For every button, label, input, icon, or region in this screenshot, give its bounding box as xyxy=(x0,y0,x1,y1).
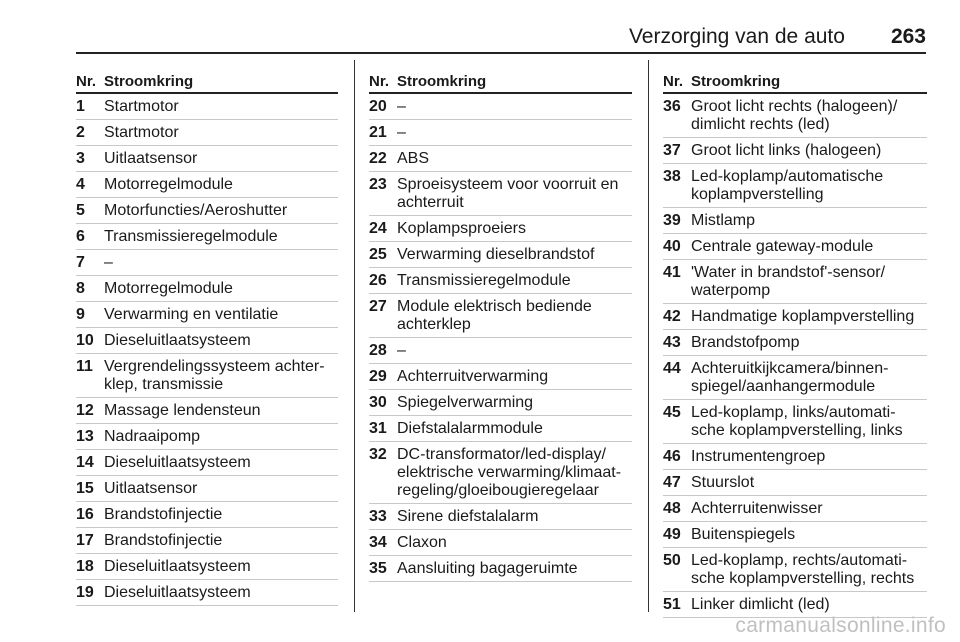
fuse-number: 20 xyxy=(369,98,387,115)
circuit-name: Massage lendensteun xyxy=(104,402,261,419)
fuse-number: 1 xyxy=(76,98,85,115)
fuse-number: 44 xyxy=(663,360,681,377)
fuse-number: 5 xyxy=(76,202,85,219)
column-divider xyxy=(354,60,355,612)
table-row xyxy=(76,250,338,276)
circuit-name: DC-transformator/led-display/ elektrische verwarming/klimaat-regeling/gloeibougieregelaar xyxy=(397,446,622,499)
circuit-name: Dieseluitlaatsysteem xyxy=(104,584,251,601)
fuse-number: 36 xyxy=(663,98,681,115)
header-nr: Nr. xyxy=(76,73,97,90)
table-header xyxy=(369,68,632,94)
circuit-name: Instrumentengroep xyxy=(691,448,826,465)
fuse-number: 6 xyxy=(76,228,85,245)
circuit-name: Nadraaipomp xyxy=(104,428,201,445)
fuse-number: 50 xyxy=(663,552,681,569)
fuse-number: 29 xyxy=(369,368,387,385)
circuit-name: Motorregelmodule xyxy=(104,176,233,193)
header-nr: Nr. xyxy=(369,73,390,90)
circuit-name: Claxon xyxy=(397,534,447,551)
header-circuit: Stroomkring xyxy=(397,73,487,90)
table-row xyxy=(663,470,927,496)
circuit-name: Centrale gateway-module xyxy=(691,238,874,255)
fuse-number: 2 xyxy=(76,124,85,141)
table-row xyxy=(76,172,338,198)
circuit-name: Sproeisysteem voor voorruit en achterruit xyxy=(397,176,619,211)
table-row xyxy=(369,504,632,530)
circuit-name: Dieseluitlaatsysteem xyxy=(104,332,251,349)
column-divider xyxy=(648,60,649,612)
table-row xyxy=(76,146,338,172)
fuse-number: 9 xyxy=(76,306,85,323)
circuit-name: Achteruitkijkcamera/binnen-spiegel/aanhangermodule xyxy=(691,360,889,395)
fuse-number: 40 xyxy=(663,238,681,255)
circuit-name: Dieseluitlaatsysteem xyxy=(104,454,251,471)
circuit-name: Spiegelverwarming xyxy=(397,394,534,411)
table-row xyxy=(369,338,632,364)
circuit-name: Achterruitverwarming xyxy=(397,368,549,385)
table-row xyxy=(369,268,632,294)
circuit-name: Sirene diefstalalarm xyxy=(397,508,539,525)
table-row xyxy=(369,146,632,172)
header-circuit: Stroomkring xyxy=(104,73,194,90)
table-row xyxy=(76,528,338,554)
page-header xyxy=(76,26,926,54)
table-row xyxy=(663,164,927,208)
table-row xyxy=(369,442,632,504)
table-row xyxy=(663,522,927,548)
circuit-name: Uitlaatsensor xyxy=(104,480,198,497)
table-row xyxy=(369,120,632,146)
circuit-name: 'Water in brandstof'-sensor/ waterpomp xyxy=(691,264,886,299)
circuit-name: – xyxy=(397,342,406,359)
fuse-number: 16 xyxy=(76,506,94,523)
fuse-number: 31 xyxy=(369,420,387,437)
circuit-name: Groot licht links (halogeen) xyxy=(691,142,882,159)
table-row xyxy=(369,172,632,216)
fuse-number: 13 xyxy=(76,428,94,445)
circuit-name: Linker dimlicht (led) xyxy=(691,596,830,613)
table-row xyxy=(76,328,338,354)
fuse-number: 3 xyxy=(76,150,85,167)
circuit-name: Verwarming en ventilatie xyxy=(104,306,279,323)
table-row xyxy=(369,416,632,442)
fuse-number: 51 xyxy=(663,596,681,613)
table-header xyxy=(76,68,338,94)
table-row xyxy=(76,554,338,580)
fuse-number: 33 xyxy=(369,508,387,525)
circuit-name: Startmotor xyxy=(104,98,179,115)
circuit-name: Brandstofpomp xyxy=(691,334,800,351)
fuse-table-column-2 xyxy=(369,68,632,582)
circuit-name: ABS xyxy=(397,150,430,167)
table-row xyxy=(369,556,632,582)
table-row xyxy=(663,444,927,470)
fuse-number: 24 xyxy=(369,220,387,237)
fuse-number: 43 xyxy=(663,334,681,351)
circuit-name: Mistlamp xyxy=(691,212,756,229)
fuse-number: 21 xyxy=(369,124,387,141)
circuit-name: – xyxy=(397,98,406,115)
fuse-number: 49 xyxy=(663,526,681,543)
circuit-name: Led-koplamp, links/automati-sche koplampverstelling, links xyxy=(691,404,903,439)
circuit-name: Transmissieregelmodule xyxy=(397,272,571,289)
circuit-name: Motorregelmodule xyxy=(104,280,233,297)
fuse-number: 23 xyxy=(369,176,387,193)
table-row xyxy=(369,242,632,268)
table-row xyxy=(369,216,632,242)
circuit-name: Verwarming dieselbrandstof xyxy=(397,246,595,263)
fuse-number: 19 xyxy=(76,584,94,601)
table-row xyxy=(76,450,338,476)
circuit-name: – xyxy=(104,254,113,271)
circuit-name: Aansluiting bagageruimte xyxy=(397,560,578,577)
table-row xyxy=(663,496,927,522)
table-header xyxy=(663,68,927,94)
table-row xyxy=(663,548,927,592)
table-row xyxy=(76,94,338,120)
circuit-name: Brandstofinjectie xyxy=(104,532,223,549)
circuit-name: Dieseluitlaatsysteem xyxy=(104,558,251,575)
circuit-name: Startmotor xyxy=(104,124,179,141)
table-row xyxy=(663,356,927,400)
circuit-name: Motorfuncties/Aeroshutter xyxy=(104,202,288,219)
circuit-name: Buitenspiegels xyxy=(691,526,796,543)
circuit-name: Vergrendelingssysteem achter-klep, transmissie xyxy=(104,358,325,393)
table-row xyxy=(76,224,338,250)
watermark: carmanualsonline.info xyxy=(735,614,946,637)
circuit-name: Handmatige koplampverstelling xyxy=(691,308,915,325)
table-row xyxy=(76,354,338,398)
circuit-name: Module elektrisch bediende achterklep xyxy=(397,298,592,333)
fuse-number: 27 xyxy=(369,298,387,315)
fuse-table-column-1 xyxy=(76,68,338,606)
fuse-number: 37 xyxy=(663,142,681,159)
table-row xyxy=(76,302,338,328)
circuit-name: Led-koplamp/automatische koplampverstelling xyxy=(691,168,884,203)
table-row xyxy=(369,364,632,390)
table-row xyxy=(369,530,632,556)
circuit-name: Achterruitenwisser xyxy=(691,500,823,517)
fuse-number: 12 xyxy=(76,402,94,419)
table-row xyxy=(76,398,338,424)
fuse-number: 25 xyxy=(369,246,387,263)
fuse-number: 14 xyxy=(76,454,94,471)
table-row xyxy=(663,304,927,330)
table-row xyxy=(369,94,632,120)
fuse-number: 32 xyxy=(369,446,387,463)
fuse-number: 15 xyxy=(76,480,94,497)
fuse-number: 35 xyxy=(369,560,387,577)
header-circuit: Stroomkring xyxy=(691,73,781,90)
fuse-number: 46 xyxy=(663,448,681,465)
fuse-number: 11 xyxy=(76,358,93,375)
fuse-number: 47 xyxy=(663,474,681,491)
table-row xyxy=(76,120,338,146)
fuse-number: 45 xyxy=(663,404,681,421)
fuse-number: 30 xyxy=(369,394,387,411)
circuit-name: Transmissieregelmodule xyxy=(104,228,278,245)
fuse-number: 22 xyxy=(369,150,387,167)
fuse-number: 42 xyxy=(663,308,681,325)
fuse-number: 26 xyxy=(369,272,387,289)
fuse-number: 17 xyxy=(76,532,94,549)
table-row xyxy=(663,138,927,164)
circuit-name: Diefstalalarmmodule xyxy=(397,420,543,437)
fuse-table-column-3 xyxy=(663,68,927,618)
page-title: Verzorging van de auto xyxy=(628,25,845,48)
circuit-name: Koplampsproeiers xyxy=(397,220,526,237)
table-row xyxy=(76,476,338,502)
circuit-name: Stuurslot xyxy=(691,474,755,491)
table-row xyxy=(663,94,927,138)
fuse-number: 38 xyxy=(663,168,681,185)
table-row xyxy=(76,198,338,224)
table-row xyxy=(663,208,927,234)
fuse-number: 41 xyxy=(663,264,681,281)
page-number: 263 xyxy=(890,25,926,48)
fuse-number: 10 xyxy=(76,332,94,349)
circuit-name: Groot licht rechts (halogeen)/ dimlicht rechts (led) xyxy=(691,98,898,133)
circuit-name: Led-koplamp, rechts/automati-sche koplampverstelling, rechts xyxy=(691,552,915,587)
fuse-number: 39 xyxy=(663,212,681,229)
fuse-number: 48 xyxy=(663,500,681,517)
fuse-number: 8 xyxy=(76,280,85,297)
fuse-number: 18 xyxy=(76,558,94,575)
fuse-number: 34 xyxy=(369,534,387,551)
fuse-number: 7 xyxy=(76,254,85,271)
circuit-name: Uitlaatsensor xyxy=(104,150,198,167)
header-nr: Nr. xyxy=(663,73,684,90)
table-row xyxy=(76,502,338,528)
table-row xyxy=(663,260,927,304)
table-row xyxy=(76,424,338,450)
fuse-number: 28 xyxy=(369,342,387,359)
table-row xyxy=(663,234,927,260)
fuse-number: 4 xyxy=(76,176,85,193)
table-row xyxy=(76,580,338,606)
table-row xyxy=(663,330,927,356)
table-row xyxy=(663,400,927,444)
table-row xyxy=(369,294,632,338)
table-row xyxy=(369,390,632,416)
circuit-name: Brandstofinjectie xyxy=(104,506,223,523)
table-row xyxy=(76,276,338,302)
circuit-name: – xyxy=(397,124,406,141)
